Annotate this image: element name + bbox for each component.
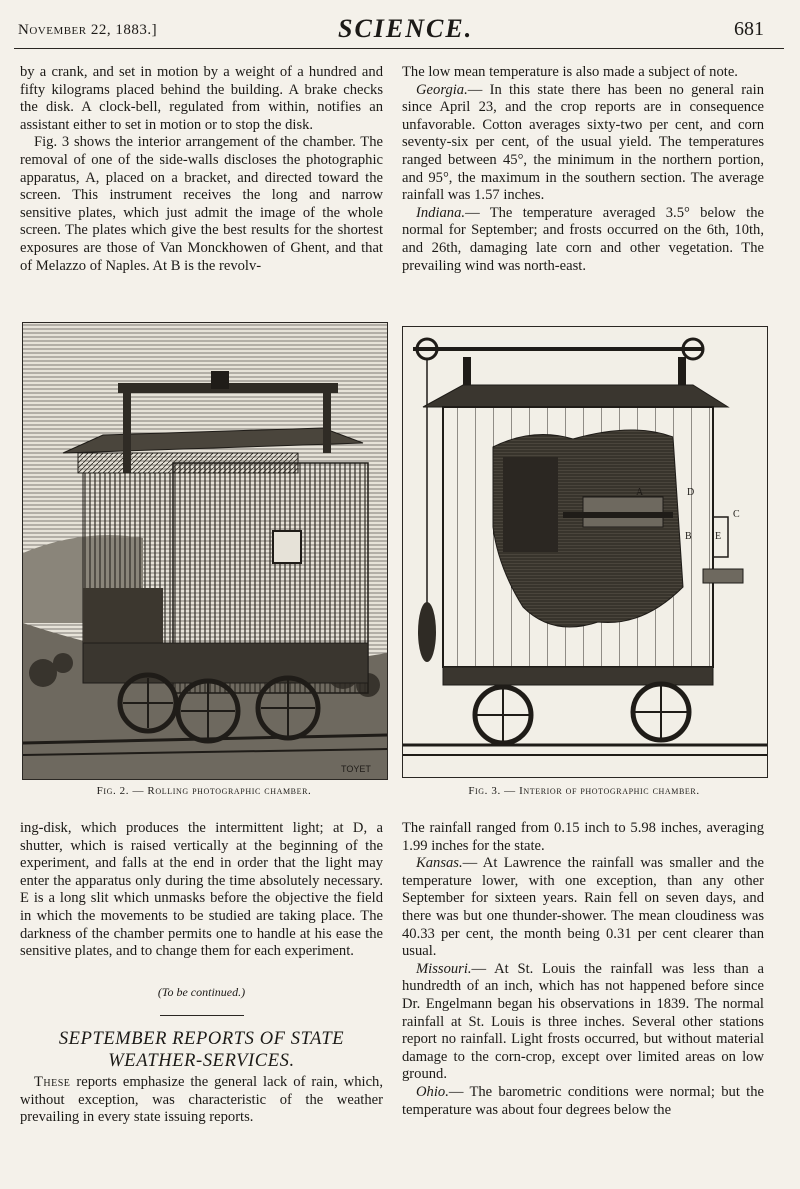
to-be-continued: (To be continued.) <box>157 985 246 999</box>
label-a: A <box>636 487 644 498</box>
state-text: — At St. Louis the rainfall was less than a hundredth of an inch, which has not happened before since Dr. Engelmann began his observations in 1839. The normal rainfall at St. Louis is three inches. Several other stations report no rainfall. Light frosts occurred, but without material damage to the corn-crop, except over limited areas on low ground. <box>402 960 764 1083</box>
paragraph-kansas <box>402 855 764 961</box>
paragraph: ing-disk, which produces the intermittent light; at D, a shutter, which is raised vertically at the beginning of the experiment, and falls at the end in order that the light may enter the apparatus only during the time absolutely necessary. E is a long slit which unmasks before the objective the field in which the movements to be studied are taking place. The darkness of the chamber permits one to handle at his ease the sensitive plates, and to change them for each experiment. <box>20 820 383 960</box>
paragraph-indiana <box>402 205 764 275</box>
figure-3-caption: Fig. 3. — Interior of photographic chamber. <box>468 785 700 797</box>
section-title <box>20 1028 383 1072</box>
label-b: B <box>685 531 692 542</box>
paragraph-georgia <box>402 82 764 205</box>
section-intro <box>20 1074 383 1127</box>
header-rule <box>14 48 784 49</box>
issue-date: November 22, 1883.] <box>18 22 158 38</box>
lead-text: reports emphasize the general lack of rain, which, without exception, was characteristic of the weather prevailing in every state issuing reports. <box>20 1074 383 1126</box>
page-header <box>18 14 764 46</box>
section-title-line: WEATHER-SERVICES. <box>108 1051 295 1071</box>
state-text: — In this state there has been no general rain since April 23, and the crop reports are in consequence unfavorable. Cotton averages sixty-two per cent, and corn seventy-six per cent, of the usual yield. The temperatures ranged between 45°, the minimum in the northern portion, and 95°, the maximum in the southern section. The average rainfall was 1.57 inches. <box>402 81 764 204</box>
state-label: Indiana. <box>416 204 466 221</box>
state-label: Missouri. <box>416 960 472 977</box>
figure-3-engraving <box>402 326 768 778</box>
paragraph: Fig. 3 shows the interior arrangement of the chamber. The removal of one of the side-walls discloses the photographic apparatus, A, placed on a bracket, and directed toward the screen. This instrument receives the long and narrow sensitive plates, which just admit the image of the whole screen. The plates which give the best results for the shortest exposures are those of Van Monckhowen of Ghent, and that of Melazzo of Naples. At B is the revolv- <box>20 134 383 274</box>
paragraph: by a crank, and set in motion by a weight of a hundred and fifty kilograms placed behind the building. A brake checks the disk. A clock-bell, regulated from within, notifies an assistant either to set in motion or to stop the disk. <box>20 64 383 133</box>
bottom-right-column <box>402 820 764 1119</box>
top-left-column <box>20 64 383 275</box>
paragraph-ohio <box>402 1084 764 1119</box>
paragraph: The rainfall ranged from 0.15 inch to 5.98 inches, averaging 1.99 inches for the state. <box>402 820 764 854</box>
figure-2-caption: Fig. 2. — Rolling photographic chamber. <box>96 785 312 797</box>
journal-title: SCIENCE. <box>338 14 474 43</box>
rolling-chamber-illustration <box>23 323 387 779</box>
paragraph <box>20 1074 383 1127</box>
label-d: D <box>687 487 695 498</box>
top-right-column <box>402 64 764 275</box>
engraver-signature: TOYET <box>341 764 371 774</box>
state-label: Ohio. <box>416 1083 449 1100</box>
section-rule <box>160 1015 244 1016</box>
state-label: Kansas. <box>416 855 463 872</box>
section-title-line: SEPTEMBER REPORTS OF STATE <box>58 1029 345 1049</box>
lead-word: These <box>34 1074 71 1090</box>
bottom-left-column <box>20 820 383 961</box>
state-label: Georgia. <box>416 81 468 98</box>
label-e: E <box>715 531 722 542</box>
paragraph: The low mean temperature is also made a subject of note. <box>402 64 738 80</box>
state-text: — The barometric conditions were normal; but the temperature was about four degrees below the <box>402 1083 764 1118</box>
state-text: — The temperature averaged 3.5° below the normal for September; and frosts occurred on the 6th, 10th, and 26th, damaging late corn and other vegetation. The prevailing wind was north-east. <box>402 204 764 274</box>
interior-chamber-illustration <box>403 327 767 777</box>
figure-2-engraving <box>22 322 388 780</box>
paragraph-missouri <box>402 961 764 1084</box>
state-text: — At Lawrence the rainfall was smaller and the temperature lower, with one exception, than any other September for sixteen years. Rain fell on seven days, and there was but one thunder-shower. The mean cloudiness was 40.33 per cent, the month being 0.31 per cent clearer than usual. <box>402 855 764 960</box>
page-number: 681 <box>734 18 764 40</box>
label-c: C <box>733 509 740 520</box>
